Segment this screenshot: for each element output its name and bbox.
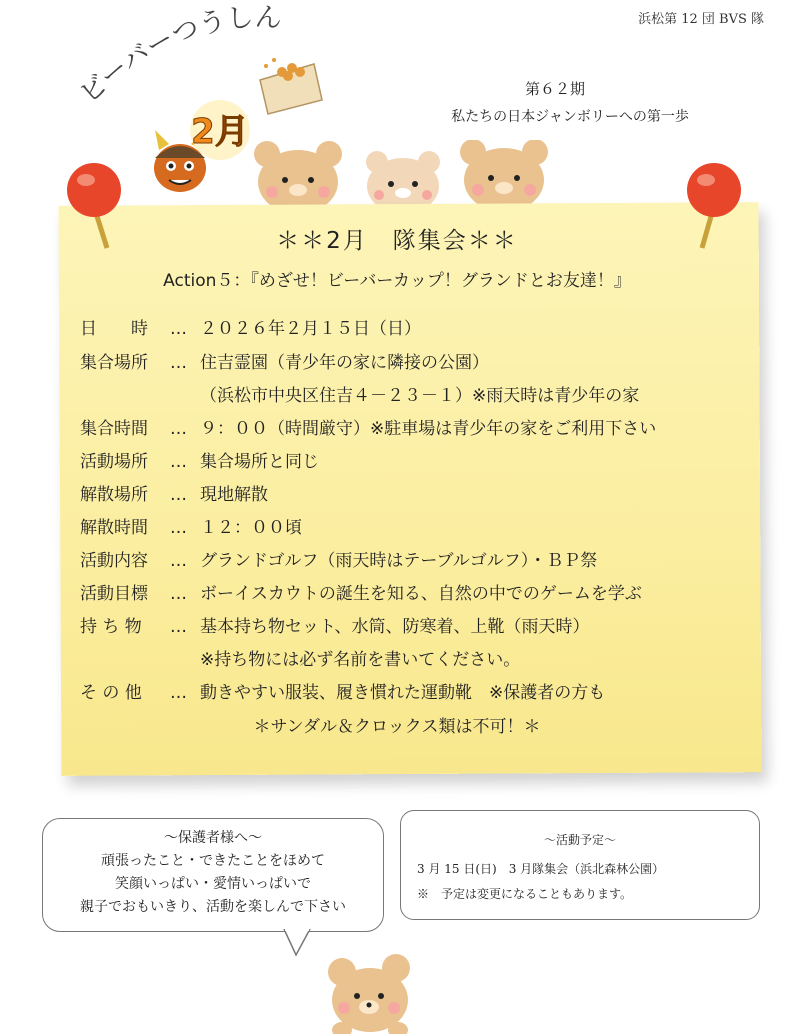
organization-label: 浜松第 12 団 BVS 隊 <box>638 12 764 27</box>
row-label: 日 時 <box>80 319 148 339</box>
row-label: 持 ち 物 <box>80 617 142 637</box>
row-label: そ の 他 <box>80 683 142 703</box>
detail-row: 解散時間 … １２：００頃 <box>80 513 302 538</box>
detail-row: 解散場所 … 現地解散 <box>80 480 268 505</box>
month-label: 2月 <box>191 112 249 152</box>
bear-icon <box>460 140 548 210</box>
period-label: 第６２期 <box>524 80 585 98</box>
row-label: 集合場所 <box>80 353 148 373</box>
guardian-message-box <box>42 818 384 932</box>
logo-text: ビーバーつうしん <box>73 1 283 111</box>
bear-icon <box>366 151 440 210</box>
row-value: ９：００（時間厳守）※駐車場は青少年の家をご利用下さい <box>200 419 657 439</box>
detail-row: 集合場所 … 住吉霊園（青少年の家に隣接の公園） <box>80 348 489 373</box>
row-value: 住吉霊園（青少年の家に隣接の公園） <box>200 353 489 373</box>
action-theme: Action５：『めざせ！ビーバーカップ！グランドとお友達！』 <box>163 271 631 291</box>
row-value: 集合場所と同じ <box>200 452 319 472</box>
detail-row: 活動目標 … ボーイスカウトの誕生を知る、自然の中でのゲームを学ぶ <box>80 579 642 604</box>
guardian-line: 頑張ったこと・できたことをほめて <box>101 853 325 869</box>
bean-box-icon <box>252 52 327 117</box>
period-subtitle: 私たちの日本ジャンボリーへの第一歩 <box>451 109 689 125</box>
row-value: 現地解散 <box>200 485 268 505</box>
row-label: 集合時間 <box>80 419 148 439</box>
row-label: 解散時間 <box>80 518 148 538</box>
row-label: 活動目標 <box>80 584 148 604</box>
row-value: ボーイスカウトの誕生を知る、自然の中でのゲームを学ぶ <box>200 584 642 604</box>
detail-row: 活動場所 … 集合場所と同じ <box>80 447 319 472</box>
guardian-line: 親子でおもいきり、活動を楽しんで下さい <box>80 899 346 915</box>
schedule-title: ～活動予定～ <box>543 833 616 847</box>
guardian-box-title: ～保護者様へ～ <box>164 830 262 846</box>
items-note: ※持ち物には必ず名前を書いてください。 <box>200 650 521 670</box>
guardian-line: 笑顔いっぱい・愛情いっぱいで <box>115 876 311 892</box>
bear-icon <box>254 141 342 210</box>
schedule-item: 3 月 15 日(日) 3 月隊集会（浜北森林公園） <box>417 862 665 876</box>
detail-row: 持 ち 物 … 基本持ち物セット、水筒、防寒着、上靴（雨天時） <box>80 612 589 637</box>
meeting-title: ＊＊2月 隊集会＊＊ <box>276 228 518 254</box>
schedule-box <box>400 810 760 920</box>
schedule-note: ※ 予定は変更になることもあります。 <box>417 887 633 901</box>
row-label: 活動場所 <box>80 452 148 472</box>
caution-line: ＊サンダル＆クロックス類は不可！＊ <box>253 717 541 737</box>
detail-row: 活動内容 … グランドゴルフ（雨天時はテーブルゴルフ）・ＢＰ祭 <box>80 546 597 571</box>
row-label: 活動内容 <box>80 551 148 571</box>
place-address: （浜松市中央区住吉４－２３－１）※雨天時は青少年の家 <box>200 386 640 406</box>
bear-icon <box>320 950 420 1034</box>
row-value: 基本持ち物セット、水筒、防寒着、上靴（雨天時） <box>200 617 590 637</box>
speech-tail-icon <box>282 929 322 959</box>
month-badge <box>188 98 252 162</box>
row-value: ２０２６年２月１５日（日） <box>200 319 421 339</box>
bears-illustration <box>245 140 555 210</box>
row-label: 解散場所 <box>80 485 148 505</box>
row-value: １２：００頃 <box>200 518 302 538</box>
row-value: 動きやすい服装、履き慣れた運動靴 ※保護者の方も <box>200 683 606 703</box>
detail-row: 日 時 … ２０２６年２月１５日（日） <box>80 314 421 339</box>
detail-row: 集合時間 … ９：００（時間厳守）※駐車場は青少年の家をご利用下さい <box>80 414 656 439</box>
detail-row: そ の 他 … 動きやすい服装、履き慣れた運動靴 ※保護者の方も <box>80 678 605 703</box>
row-value: グランドゴルフ（雨天時はテーブルゴルフ）・ＢＰ祭 <box>200 551 598 571</box>
